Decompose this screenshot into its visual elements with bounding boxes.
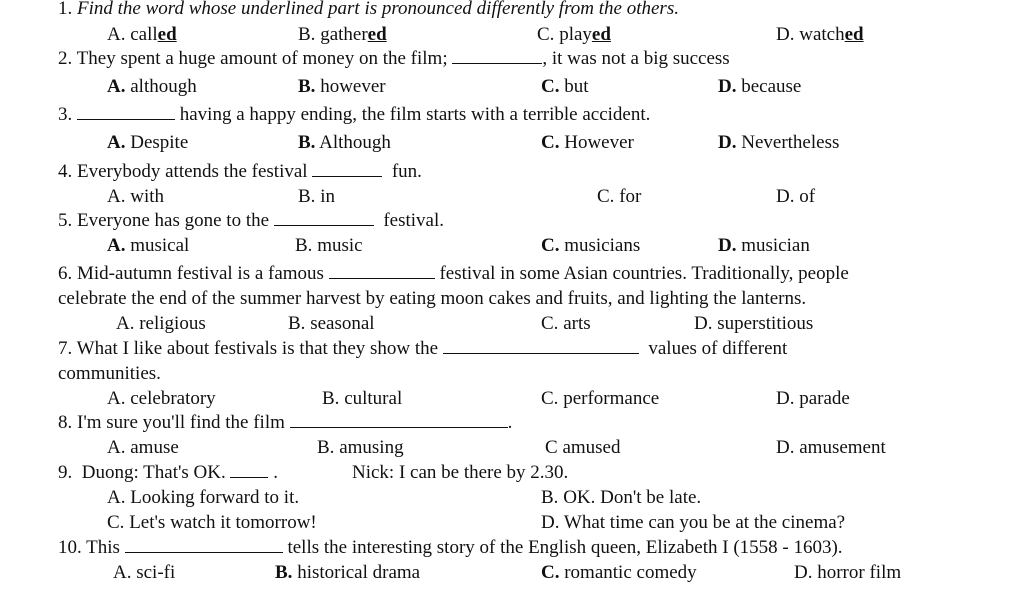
q1-option-c[interactable]: C. played	[537, 24, 611, 45]
underlined-part: ed	[367, 24, 387, 45]
q1-option-a[interactable]: A. called	[107, 24, 177, 45]
q10-option-c[interactable]: C. romantic comedy	[541, 562, 697, 583]
answer-blank[interactable]	[312, 161, 382, 177]
question-6-line-2: celebrate the end of the summer harvest by eating moon cakes and fruits, and lighting the lanterns.	[58, 288, 807, 309]
q3-option-a[interactable]: A. Despite	[107, 132, 189, 153]
q9-option-d[interactable]: D. What time can you be at the cinema?	[541, 512, 846, 533]
answer-blank[interactable]	[77, 104, 175, 120]
q8-option-b[interactable]: B. amusing	[317, 437, 404, 458]
question-6: 6. Mid-autumn festival is a famous festival in some Asian countries. Traditionally, people	[58, 263, 849, 284]
q8-option-a[interactable]: A. amuse	[107, 437, 179, 458]
q6-option-d[interactable]: D. superstitious	[694, 313, 814, 334]
q2-option-c[interactable]: C. but	[541, 76, 589, 97]
q4-option-b[interactable]: B. in	[298, 186, 335, 207]
q7-option-d[interactable]: D. parade	[776, 388, 850, 409]
question-3: 3. having a happy ending, the film starts with a terrible accident.	[58, 104, 651, 125]
q10-option-d[interactable]: D. horror film	[794, 562, 902, 583]
q6-option-b[interactable]: B. seasonal	[288, 313, 375, 334]
q5-option-c[interactable]: C. musicians	[541, 235, 641, 256]
question-5: 5. Everyone has gone to the festival.	[58, 210, 444, 231]
q5-option-a[interactable]: A. musical	[107, 235, 190, 256]
q7-option-a[interactable]: A. celebratory	[107, 388, 216, 409]
q8-option-c[interactable]: C amused	[545, 437, 621, 458]
underlined-part: ed	[591, 24, 611, 45]
q7-option-b[interactable]: B. cultural	[322, 388, 403, 409]
q7-option-c[interactable]: C. performance	[541, 388, 660, 409]
q6-option-c[interactable]: C. arts	[541, 313, 591, 334]
question-9: 9. Duong: That's OK. .	[58, 462, 278, 483]
question-8: 8. I'm sure you'll find the film .	[58, 412, 513, 433]
question-10: 10. This tells the interesting story of the English queen, Elizabeth I (1558 - 1603).	[58, 537, 843, 558]
q4-option-d[interactable]: D. of	[776, 186, 816, 207]
q10-option-b[interactable]: B. historical drama	[275, 562, 421, 583]
q9-option-a[interactable]: A. Looking forward to it.	[107, 487, 300, 508]
answer-blank[interactable]	[125, 537, 283, 553]
question-9-nick: Nick: I can be there by 2.30.	[352, 462, 569, 483]
answer-blank[interactable]	[290, 412, 508, 428]
q2-option-a[interactable]: A. although	[107, 76, 197, 97]
q5-option-b[interactable]: B. music	[295, 235, 363, 256]
question-1	[58, 0, 679, 20]
q1-option-d[interactable]: D. watched	[776, 24, 864, 45]
q3-option-b[interactable]: B. Although	[298, 132, 391, 153]
answer-blank[interactable]	[443, 338, 639, 354]
question-number: 1.	[58, 0, 73, 19]
answer-blank[interactable]	[452, 48, 542, 64]
question-7: 7. What I like about festivals is that they show the values of different	[58, 338, 788, 359]
q4-option-c[interactable]: C. for	[597, 186, 642, 207]
q9-option-b[interactable]: B. OK. Don't be late.	[541, 487, 702, 508]
question-1-instruction: Find the word whose underlined part is pronounced differently from the others.	[77, 0, 679, 19]
answer-blank[interactable]	[274, 210, 374, 226]
question-2: 2. They spent a huge amount of money on the film; , it was not a big success	[58, 48, 730, 69]
underlined-part: ed	[157, 24, 177, 45]
q10-option-a[interactable]: A. sci-fi	[113, 562, 176, 583]
q6-option-a[interactable]: A. religious	[116, 313, 206, 334]
q1-option-b[interactable]: B. gathered	[298, 24, 387, 45]
q3-option-d[interactable]: D. Nevertheless	[718, 132, 840, 153]
q2-option-d[interactable]: D. because	[718, 76, 802, 97]
q9-option-c[interactable]: C. Let's watch it tomorrow!	[107, 512, 317, 533]
q4-option-a[interactable]: A. with	[107, 186, 165, 207]
q2-option-b[interactable]: B. however	[298, 76, 386, 97]
question-4: 4. Everybody attends the festival fun.	[58, 161, 422, 182]
underlined-part: ed	[844, 24, 864, 45]
question-7-line-2: communities.	[58, 363, 161, 384]
answer-blank[interactable]	[329, 263, 435, 279]
q5-option-d[interactable]: D. musician	[718, 235, 810, 256]
answer-blank[interactable]	[230, 462, 268, 478]
q3-option-c[interactable]: C. However	[541, 132, 634, 153]
q8-option-d[interactable]: D. amusement	[776, 437, 886, 458]
